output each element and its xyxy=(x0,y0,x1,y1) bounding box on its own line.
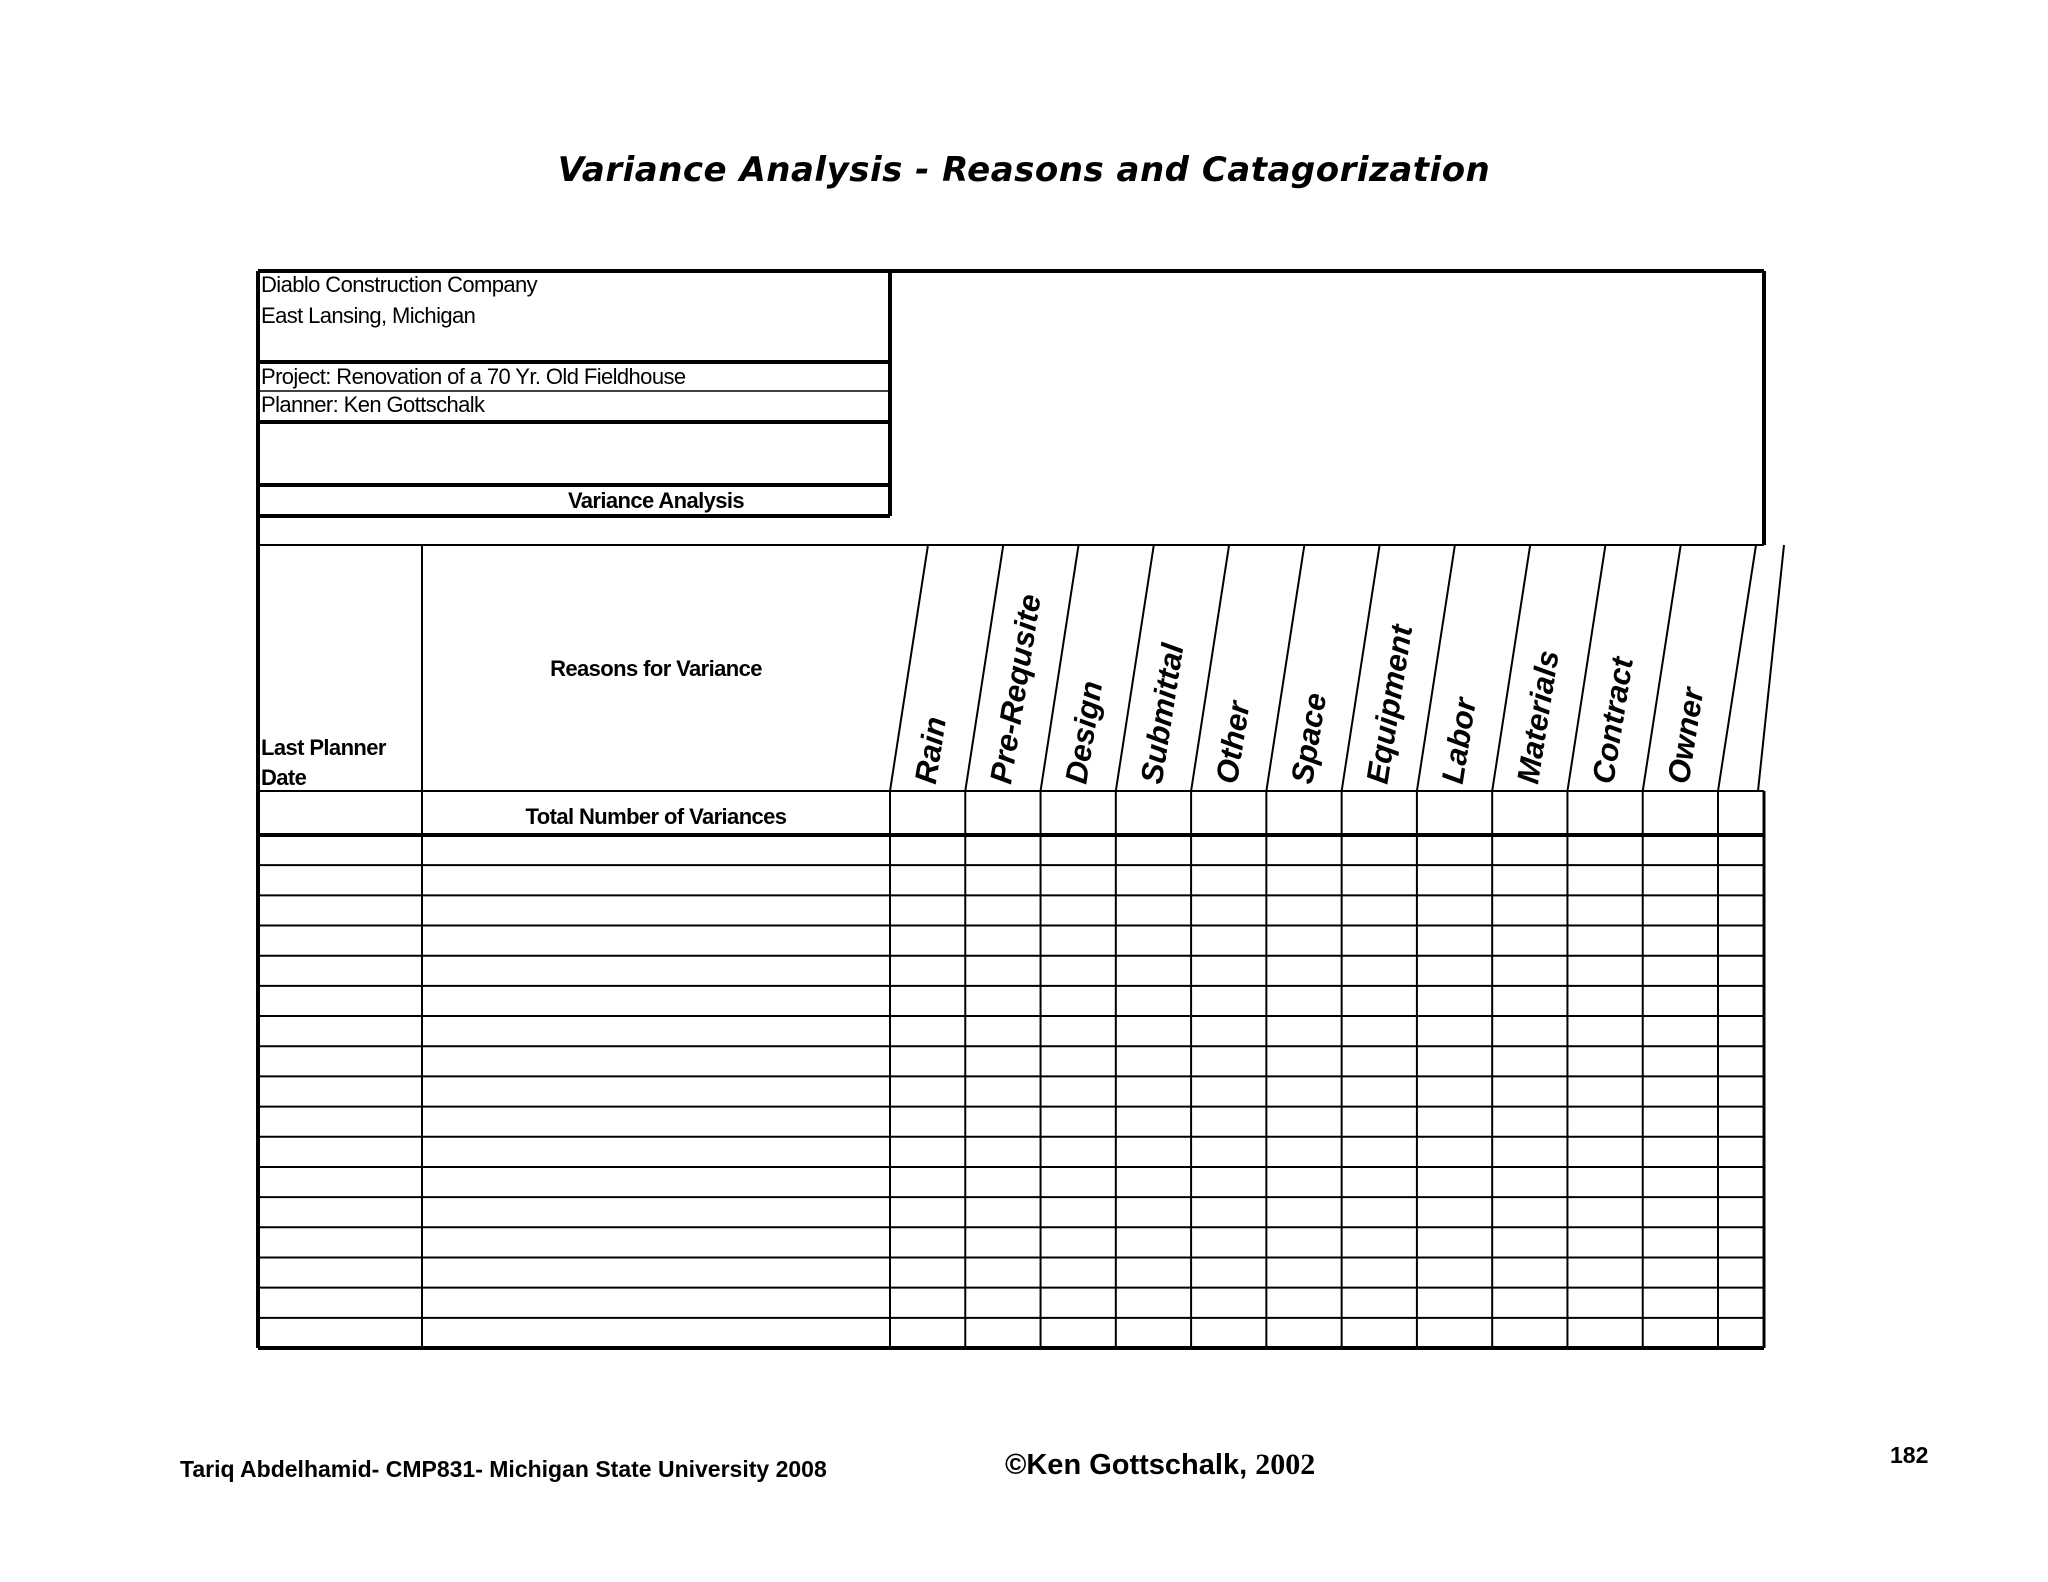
category-label-other: Other xyxy=(1209,698,1257,787)
category-label-design: Design xyxy=(1058,678,1110,787)
footer-copyright xyxy=(1005,1448,1315,1482)
category-label-owner: Owner xyxy=(1660,685,1711,787)
category-header-slant xyxy=(1718,545,1756,791)
reasons-header: Reasons for Variance xyxy=(550,656,762,681)
company-location: East Lansing, Michigan xyxy=(261,303,476,328)
category-label-equipment: Equipment xyxy=(1359,622,1420,787)
category-labels xyxy=(908,592,1711,786)
section-heading: Variance Analysis xyxy=(567,488,745,513)
page-number: 182 xyxy=(1890,1442,1929,1468)
footer-author: Tariq Abdelhamid- CMP831- Michigan State University 2008 xyxy=(180,1456,827,1482)
project-name: Project: Renovation of a 70 Yr. Old Fieldhouse xyxy=(261,364,686,389)
total-variances-label: Total Number of Variances xyxy=(525,804,787,829)
planner-name: Planner: Ken Gottschalk xyxy=(261,392,485,417)
date-header-line-2: Date xyxy=(261,765,307,790)
page-title: Variance Analysis - Reasons and Catagorization xyxy=(557,150,1491,190)
category-label-contract: Contract xyxy=(1585,654,1640,787)
category-label-rain: Rain xyxy=(907,714,954,787)
copyright-year: 2002 xyxy=(1255,1448,1316,1481)
form-lines xyxy=(258,271,1784,1348)
date-header-line-1: Last Planner xyxy=(261,735,386,760)
category-label-materials: Materials xyxy=(1510,647,1566,787)
date-header xyxy=(261,735,391,790)
copyright-holder: ©Ken Gottschalk, xyxy=(1005,1449,1248,1481)
category-label-submittal: Submittal xyxy=(1133,641,1191,787)
category-label-space: Space xyxy=(1284,690,1334,787)
category-label-pre-requsite: Pre-Requsite xyxy=(983,591,1048,787)
category-label-labor: Labor xyxy=(1434,695,1483,787)
company-name: Diablo Construction Company xyxy=(261,272,538,297)
data-row-lines xyxy=(258,865,1764,1318)
category-header-slant-end xyxy=(1758,545,1784,791)
